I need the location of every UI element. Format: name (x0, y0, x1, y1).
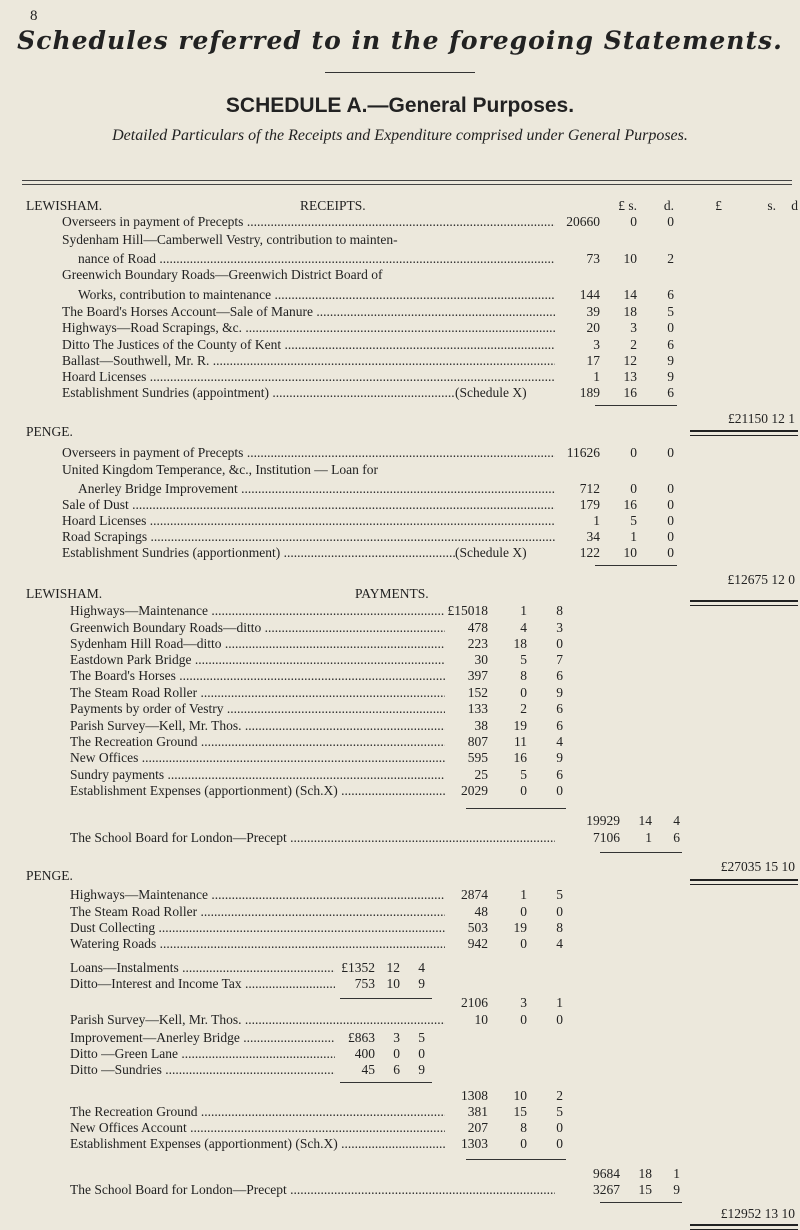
payment-amount-shillings: 8 (520, 668, 527, 683)
receipt-amount-shillings: 10 (623, 251, 637, 266)
payment-amount-shillings: 11 (514, 734, 527, 749)
payment-amount-shillings: 8 (520, 1120, 527, 1135)
lewisham-payment-row (0, 767, 800, 783)
penge-payment-row (0, 904, 800, 920)
precept-amount-shillings: 15 (638, 1182, 652, 1197)
payment-amount-pence: 3 (556, 620, 563, 635)
payment-amount-pence: 0 (556, 783, 563, 798)
lewisham-payment-row (0, 734, 800, 750)
loan-pounds: 753 (354, 976, 375, 991)
receipt-amount-shillings: 18 (623, 304, 637, 319)
payment-label: New Offices ..... (70, 750, 445, 766)
penge-loans-total-pounds: 2106 (461, 995, 488, 1010)
payment-amount-shillings: 0 (520, 1012, 527, 1027)
lewisham-receipt-row-cont (0, 251, 800, 267)
precept-label: The School Board for London—Precept ..... (70, 830, 555, 846)
lewisham-receipt-row (0, 369, 800, 385)
receipt-label: Sydenham Hill—Camberwell Vestry, contribution to mainten- (62, 232, 398, 247)
section-penge-payments: PENGE. (26, 868, 73, 883)
receipt-amount-shillings: 0 (630, 214, 637, 229)
receipt-amount-pounds: 179 (579, 497, 600, 512)
payment-label: Greenwich Boundary Roads—ditto ..... (70, 620, 445, 636)
lewisham-payment-row (0, 718, 800, 734)
section-lewisham-receipts: LEWISHAM. (26, 198, 103, 213)
page-number: 8 (30, 8, 38, 24)
payment-amount-pounds: 595 (467, 750, 488, 765)
payment-amount-pence: 0 (556, 1012, 563, 1027)
penge-receipt-row (0, 513, 800, 529)
penge-payments-total-row (0, 1206, 800, 1222)
payment-label: Establishment Expenses (apportionment) (Sch.X) ..... (70, 783, 445, 799)
payment-amount-pounds: 478 (467, 620, 488, 635)
improvement-pounds: 400 (354, 1046, 375, 1061)
col-header-shilling: s. (628, 198, 637, 213)
penge-precept-underline (600, 1202, 682, 1203)
payment-amount-pounds: 807 (467, 734, 488, 749)
payment-amount-pounds: 48 (474, 904, 488, 919)
receipt-amount-pounds: 1 (593, 369, 600, 384)
improvement-pence: 9 (418, 1062, 425, 1077)
payment-amount-pence: 7 (556, 652, 563, 667)
penge-payments-subtotal-shillings: 18 (638, 1166, 652, 1181)
payment-amount-shillings: 0 (520, 783, 527, 798)
payment-amount-shillings: 5 (520, 652, 527, 667)
payment-label: Highways—Maintenance ..... (70, 603, 445, 619)
improvement-pounds: 45 (361, 1062, 375, 1077)
receipt-note: (Schedule X) (455, 545, 527, 560)
receipt-label-cont: Works, contribution to maintenance ..... (78, 287, 555, 303)
lewisham-payments-subtotal-shillings: 14 (638, 813, 652, 828)
payment-amount-pence: 5 (556, 1104, 563, 1119)
payment-label: Payments by order of Vestry ..... (70, 701, 445, 717)
penge-payment-row-b (0, 1012, 800, 1028)
lewisham-payment-row (0, 603, 800, 619)
lewisham-receipt-row (0, 320, 800, 336)
penge-payment-row-c (0, 1136, 800, 1152)
penge-payment-row (0, 920, 800, 936)
payments-title: PAYMENTS. (355, 586, 429, 601)
payment-amount-pounds: 207 (467, 1120, 488, 1135)
receipt-amount-pence: 0 (667, 320, 674, 335)
payment-amount-pence: 0 (556, 1120, 563, 1135)
receipt-amount-pounds: 3 (593, 337, 600, 352)
payment-amount-pounds: 397 (467, 668, 488, 683)
precept-amount-shillings: 1 (645, 830, 652, 845)
receipt-amount-shillings: 0 (630, 445, 637, 460)
precept-amount-pounds: 7106 (593, 830, 620, 845)
payment-label: Highways—Maintenance ..... (70, 887, 445, 903)
improvement-shillings: 6 (393, 1062, 400, 1077)
receipt-label: Hoard Licenses ..... (62, 513, 555, 529)
receipt-amount-pounds: 20 (586, 320, 600, 335)
col-header-pence: d. (663, 198, 674, 213)
receipt-amount-pounds: 39 (586, 304, 600, 319)
payment-amount-pounds: 133 (467, 701, 488, 716)
receipt-amount-pence: 0 (667, 497, 674, 512)
receipt-amount-pence: 0 (667, 529, 674, 544)
section-lewisham-payments: LEWISHAM. (26, 586, 103, 601)
payment-amount-shillings: 4 (520, 620, 527, 635)
lewisham-payment-row (0, 701, 800, 717)
receipt-amount-shillings: 16 (623, 385, 637, 400)
payment-label: The Board's Horses ..... (70, 668, 445, 684)
penge-payments-subtotal-pounds: 9684 (593, 1166, 620, 1181)
receipt-amount-pounds: 34 (586, 529, 600, 544)
payment-amount-shillings: 0 (520, 685, 527, 700)
payment-amount-pounds: 25 (474, 767, 488, 782)
receipt-label-cont: Anerley Bridge Improvement ..... (78, 481, 555, 497)
loan-shillings: 10 (386, 976, 400, 991)
payment-label: Sydenham Hill Road—ditto ..... (70, 636, 445, 652)
top-rule (22, 180, 792, 181)
payment-label: The Recreation Ground ..... (70, 734, 445, 750)
receipt-amount-pence: 6 (667, 385, 674, 400)
receipt-amount-shillings: 12 (623, 353, 637, 368)
payment-amount-shillings: 18 (513, 636, 527, 651)
penge-improvement-total-pounds: 1308 (461, 1088, 488, 1103)
lewisham-receipt-row (0, 353, 800, 369)
lewisham-receipt-row (0, 337, 800, 353)
penge-improvement-total-shillings: 10 (513, 1088, 527, 1103)
payment-amount-shillings: 0 (520, 904, 527, 919)
penge-payments-subtotal-pence: 1 (673, 1166, 680, 1181)
loan-label: Loans—Instalments ..... (70, 960, 335, 976)
heading-rule (325, 72, 475, 73)
penge-receipt-row (0, 545, 800, 561)
payment-amount-pounds: 10 (474, 1012, 488, 1027)
receipt-amount-shillings: 10 (623, 545, 637, 560)
payment-amount-pounds: 30 (474, 652, 488, 667)
penge-loans-total-pence: 1 (556, 995, 563, 1010)
receipt-note: (Schedule X) (455, 385, 527, 400)
penge-payment-row (0, 936, 800, 952)
penge-receipt-row (0, 462, 800, 478)
lewisham-payments-underline (466, 808, 566, 809)
payment-amount-shillings: 19 (513, 920, 527, 935)
receipt-amount-shillings: 1 (630, 529, 637, 544)
receipt-label: United Kingdom Temperance, &c., Institution — Loan for (62, 462, 378, 477)
penge-payment-row-b (0, 1030, 800, 1046)
penge-receipt-row (0, 445, 800, 461)
payment-label: Dust Collecting ..... (70, 920, 445, 936)
lewisham-payment-row (0, 636, 800, 652)
receipt-amount-shillings: 5 (630, 513, 637, 528)
payment-label: New Offices Account ..... (70, 1120, 445, 1136)
lewisham-receipts-header (0, 198, 800, 214)
lewisham-precept-underline (600, 852, 682, 853)
payment-label: Establishment Expenses (apportionment) (Sch.X) ..... (70, 1136, 445, 1152)
payment-amount-pounds: 1303 (461, 1136, 488, 1151)
penge-loan-row (0, 976, 800, 992)
receipt-amount-pence: 2 (667, 251, 674, 266)
loan-pence: 4 (418, 960, 425, 975)
loan-label: Ditto—Interest and Income Tax ..... (70, 976, 335, 992)
lewisham-receipt-row (0, 304, 800, 320)
receipt-label: Hoard Licenses ..... (62, 369, 555, 385)
penge-payments-underline (466, 1159, 566, 1160)
receipt-amount-shillings: 14 (623, 287, 637, 302)
schedule-title: SCHEDULE A.—General Purposes. (225, 94, 575, 117)
lewisham-receipt-row-cont (0, 287, 800, 303)
col-header-pound-2: £ (715, 198, 722, 213)
lewisham-receipt-row (0, 385, 800, 401)
improvement-shillings: 0 (393, 1046, 400, 1061)
payment-amount-pence: 6 (556, 767, 563, 782)
receipt-amount-pounds: 189 (579, 385, 600, 400)
precept-amount-pounds: 3267 (593, 1182, 620, 1197)
receipt-amount-shillings: 13 (623, 369, 637, 384)
penge-payment-row (0, 887, 800, 903)
payment-amount-pence: 9 (556, 750, 563, 765)
penge-receipts-underline (595, 565, 677, 566)
payment-amount-pence: 0 (556, 904, 563, 919)
receipt-amount-pence: 0 (667, 445, 674, 460)
receipt-amount-pounds: 712 (579, 481, 600, 496)
payment-amount-pence: 6 (556, 718, 563, 733)
receipt-label: The Board's Horses Account—Sale of Manure ..... (62, 304, 555, 320)
receipts-title: RECEIPTS. (300, 198, 366, 213)
payment-amount-shillings: 0 (520, 936, 527, 951)
improvement-shillings: 3 (393, 1030, 400, 1045)
col-header-pence-2: d (791, 198, 798, 213)
top-rule-2 (22, 184, 792, 185)
payment-label: Eastdown Park Bridge ..... (70, 652, 445, 668)
payment-amount-pounds: £15018 (447, 603, 488, 618)
penge-receipt-row (0, 497, 800, 513)
receipt-amount-pence: 6 (667, 287, 674, 302)
receipt-label: Highways—Road Scrapings, &c. ..... (62, 320, 555, 336)
receipt-amount-shillings: 0 (630, 481, 637, 496)
payment-amount-pounds: 2874 (461, 887, 488, 902)
page-heading: Schedules referred to in the foregoing Statements. (17, 26, 783, 55)
payment-amount-pence: 4 (556, 936, 563, 951)
penge-improvement-total-pence: 2 (556, 1088, 563, 1103)
payment-amount-pence: 0 (556, 636, 563, 651)
payment-amount-pence: 6 (556, 668, 563, 683)
receipt-amount-pounds: 11626 (566, 445, 600, 460)
receipt-amount-shillings: 16 (623, 497, 637, 512)
penge-payments-header (0, 868, 800, 884)
receipt-label: Ditto The Justices of the County of Kent ..... (62, 337, 555, 353)
payment-amount-pence: 4 (556, 734, 563, 749)
receipt-amount-pounds: 1 (593, 513, 600, 528)
receipt-amount-pounds: 73 (586, 251, 600, 266)
improvement-label: Improvement—Anerley Bridge ..... (70, 1030, 335, 1046)
lewisham-payment-row (0, 685, 800, 701)
payment-amount-pounds: 2029 (461, 783, 488, 798)
receipt-amount-pence: 0 (667, 214, 674, 229)
penge-payments-subtotal-row (0, 1166, 800, 1182)
payment-label: The Steam Road Roller ..... (70, 685, 445, 701)
col-header-shilling-2: s. (767, 198, 776, 213)
penge-payment-row-b (0, 1062, 800, 1078)
payment-amount-pence: 6 (556, 701, 563, 716)
improvement-pounds: £863 (348, 1030, 375, 1045)
receipt-label: Ballast—Southwell, Mr. R. ..... (62, 353, 555, 369)
lewisham-receipts-underline (595, 405, 677, 406)
payment-amount-shillings: 0 (520, 1136, 527, 1151)
payment-amount-pence: 8 (556, 920, 563, 935)
precept-label: The School Board for London—Precept ..... (70, 1182, 555, 1198)
improvement-pence: 0 (418, 1046, 425, 1061)
payment-amount-pounds: 942 (467, 936, 488, 951)
receipt-amount-pence: 5 (667, 304, 674, 319)
receipt-amount-pence: 9 (667, 369, 674, 384)
receipt-amount-shillings: 2 (630, 337, 637, 352)
loan-pence: 9 (418, 976, 425, 991)
penge-loans-total-shillings: 3 (520, 995, 527, 1010)
penge-loan-row (0, 960, 800, 976)
loan-shillings: 12 (386, 960, 400, 975)
lewisham-receipt-row (0, 232, 800, 248)
lewisham-receipt-row (0, 267, 800, 283)
penge-payment-row-b (0, 1046, 800, 1062)
payment-amount-shillings: 16 (513, 750, 527, 765)
payment-label: Parish Survey—Kell, Mr. Thos. ..... (70, 718, 445, 734)
penge-payment-row-c (0, 1104, 800, 1120)
payment-amount-pence: 0 (556, 1136, 563, 1151)
penge-improvement-total-row (0, 1088, 800, 1104)
penge-loans-total-row (0, 995, 800, 1011)
penge-precept-row (0, 1182, 800, 1198)
receipt-label-cont: nance of Road ..... (78, 251, 555, 267)
receipt-amount-pounds: 20660 (566, 214, 600, 229)
penge-payment-row-c (0, 1120, 800, 1136)
payment-label: The Recreation Ground ..... (70, 1104, 445, 1120)
improvement-label: Ditto —Green Lane ..... (70, 1046, 335, 1062)
receipt-label: Establishment Sundries (appointment) ..... (62, 385, 455, 401)
lewisham-payments-total: £27035 15 10 (720, 859, 795, 874)
lewisham-receipt-row (0, 214, 800, 230)
lewisham-payments-subtotal-pounds: 19929 (586, 813, 620, 828)
lewisham-receipts-total: £21150 12 1 (728, 411, 795, 426)
lewisham-payment-row (0, 750, 800, 766)
payment-amount-shillings: 1 (520, 603, 527, 618)
receipt-amount-shillings: 3 (630, 320, 637, 335)
lewisham-precept-row (0, 830, 800, 846)
payment-label: Watering Roads ..... (70, 936, 445, 952)
lewisham-payments-header (0, 586, 800, 602)
lewisham-payment-row (0, 652, 800, 668)
lewisham-payments-subtotal-row (0, 813, 800, 829)
precept-amount-pence: 6 (673, 830, 680, 845)
payment-amount-shillings: 1 (520, 887, 527, 902)
improvement-label: Ditto —Sundries ..... (70, 1062, 335, 1078)
loan-pounds: £1352 (341, 960, 375, 975)
payment-amount-pounds: 38 (474, 718, 488, 733)
receipt-amount-pence: 0 (667, 545, 674, 560)
schedule-subtitle: Detailed Particulars of the Receipts and Expenditure comprised under General Purposes. (112, 127, 688, 144)
payment-amount-pounds: 503 (467, 920, 488, 935)
payment-label: The Steam Road Roller ..... (70, 904, 445, 920)
payment-amount-pence: 5 (556, 887, 563, 902)
receipt-label: Sale of Dust ..... (62, 497, 555, 513)
payment-amount-shillings: 2 (520, 701, 527, 716)
penge-receipts-header (0, 424, 800, 440)
payment-amount-pounds: 152 (467, 685, 488, 700)
payment-amount-pence: 8 (556, 603, 563, 618)
payment-amount-pounds: 381 (467, 1104, 488, 1119)
receipt-amount-pence: 0 (667, 481, 674, 496)
receipt-amount-pounds: 17 (586, 353, 600, 368)
penge-receipts-total: £12675 12 0 (727, 572, 795, 587)
precept-amount-pence: 9 (673, 1182, 680, 1197)
receipt-label: Establishment Sundries (apportionment) ..... (62, 545, 455, 561)
receipt-label: Greenwich Boundary Roads—Greenwich District Board of (62, 267, 383, 282)
payment-amount-shillings: 5 (520, 767, 527, 782)
payment-amount-pounds: 223 (467, 636, 488, 651)
col-header-pound: £ (618, 198, 625, 213)
penge-payments-total-rule (690, 1224, 798, 1230)
penge-receipt-row (0, 529, 800, 545)
payment-amount-pence: 9 (556, 685, 563, 700)
payment-amount-shillings: 19 (513, 718, 527, 733)
penge-receipt-row-cont (0, 481, 800, 497)
receipt-label: Overseers in payment of Precepts ..... (62, 214, 555, 230)
receipt-label: Road Scrapings ..... (62, 529, 555, 545)
lewisham-payments-subtotal-pence: 4 (673, 813, 680, 828)
improvement-pence: 5 (418, 1030, 425, 1045)
lewisham-payment-row (0, 668, 800, 684)
penge-improvement-underline (340, 1082, 432, 1083)
penge-payments-total: £12952 13 10 (720, 1206, 795, 1221)
receipt-amount-pounds: 144 (579, 287, 600, 302)
payment-amount-shillings: 15 (513, 1104, 527, 1119)
section-penge-receipts: PENGE. (26, 424, 73, 439)
receipt-amount-pence: 9 (667, 353, 674, 368)
lewisham-payment-row (0, 620, 800, 636)
payment-label: Parish Survey—Kell, Mr. Thos. ..... (70, 1012, 445, 1028)
payment-label: Sundry payments ..... (70, 767, 445, 783)
receipt-label: Overseers in payment of Precepts ..... (62, 445, 555, 461)
receipt-amount-pounds: 122 (579, 545, 600, 560)
receipt-amount-pence: 0 (667, 513, 674, 528)
receipt-amount-pence: 6 (667, 337, 674, 352)
lewisham-payment-row (0, 783, 800, 799)
